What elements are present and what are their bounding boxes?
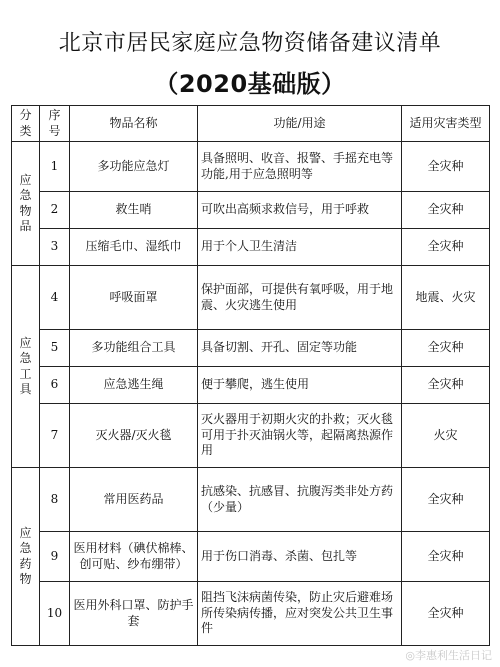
disaster-type: 全灾种 <box>402 142 490 192</box>
category-cell: 应急物品 <box>12 142 40 266</box>
item-function: 具备切割、开孔、固定等功能 <box>198 330 402 367</box>
disaster-type: 全灾种 <box>402 468 490 532</box>
disaster-type: 全灾种 <box>402 330 490 367</box>
item-function: 用于个人卫生清洁 <box>198 229 402 266</box>
disaster-type: 全灾种 <box>402 532 490 582</box>
row-number: 1 <box>40 142 70 192</box>
row-number: 4 <box>40 266 70 330</box>
table-row <box>12 582 490 646</box>
item-function: 具备照明、收音、报警、手摇充电等功能,用于应急照明等 <box>198 142 402 192</box>
header-category: 分类 <box>12 106 40 142</box>
item-name: 救生哨 <box>70 192 198 229</box>
row-number: 3 <box>40 229 70 266</box>
item-name: 医用材料（碘伏棉棒、创可贴、纱布绷带） <box>70 532 198 582</box>
item-function: 阻挡飞沫病菌传染，防止灾后避难场所传染病传播，应对突发公共卫生事件 <box>198 582 402 646</box>
disaster-type: 全灾种 <box>402 582 490 646</box>
item-name: 压缩毛巾、湿纸巾 <box>70 229 198 266</box>
disaster-type: 地震、火灾 <box>402 266 490 330</box>
row-number: 5 <box>40 330 70 367</box>
disaster-type: 全灾种 <box>402 192 490 229</box>
item-function: 保护面部，可提供有氧呼吸，用于地震、火灾逃生使用 <box>198 266 402 330</box>
table-row <box>12 330 490 367</box>
supply-list-table <box>11 105 490 646</box>
item-name: 呼吸面罩 <box>70 266 198 330</box>
category-cell: 应急工具 <box>12 266 40 468</box>
table-row <box>12 367 490 404</box>
table-row <box>12 468 490 532</box>
item-name: 灭火器/灭火毯 <box>70 404 198 468</box>
table-row <box>12 229 490 266</box>
header-number: 序号 <box>40 106 70 142</box>
table-row <box>12 192 490 229</box>
disaster-type: 火灾 <box>402 404 490 468</box>
header-disaster: 适用灾害类型 <box>402 106 490 142</box>
table-header-row <box>12 106 490 142</box>
document-subtitle: （2020基础版） <box>154 70 346 98</box>
item-name: 医用外科口罩、防护手套 <box>70 582 198 646</box>
category-cell: 应急药物 <box>12 468 40 646</box>
row-number: 8 <box>40 468 70 532</box>
watermark: ◎李惠利生活日记 <box>405 649 492 662</box>
row-number: 10 <box>40 582 70 646</box>
document-title: 北京市居民家庭应急物资储备建议清单 <box>58 31 442 56</box>
row-number: 2 <box>40 192 70 229</box>
item-name: 多功能应急灯 <box>70 142 198 192</box>
table-row <box>12 404 490 468</box>
disaster-type: 全灾种 <box>402 229 490 266</box>
table-row <box>12 532 490 582</box>
item-name: 多功能组合工具 <box>70 330 198 367</box>
item-function: 抗感染、抗感冒、抗腹泻类非处方药（少量） <box>198 468 402 532</box>
item-function: 用于伤口消毒、杀菌、包扎等 <box>198 532 402 582</box>
item-function: 可吹出高频求救信号，用于呼救 <box>198 192 402 229</box>
row-number: 9 <box>40 532 70 582</box>
item-name: 常用医药品 <box>70 468 198 532</box>
header-item: 物品名称 <box>70 106 198 142</box>
row-number: 7 <box>40 404 70 468</box>
table-row <box>12 266 490 330</box>
item-function: 灭火器用于初期火灾的扑救；灭火毯可用于扑灭油锅火等，起隔离热源作用 <box>198 404 402 468</box>
table-row <box>12 142 490 192</box>
disaster-type: 全灾种 <box>402 367 490 404</box>
item-name: 应急逃生绳 <box>70 367 198 404</box>
header-function: 功能/用途 <box>198 106 402 142</box>
item-function: 便于攀爬，逃生使用 <box>198 367 402 404</box>
row-number: 6 <box>40 367 70 404</box>
